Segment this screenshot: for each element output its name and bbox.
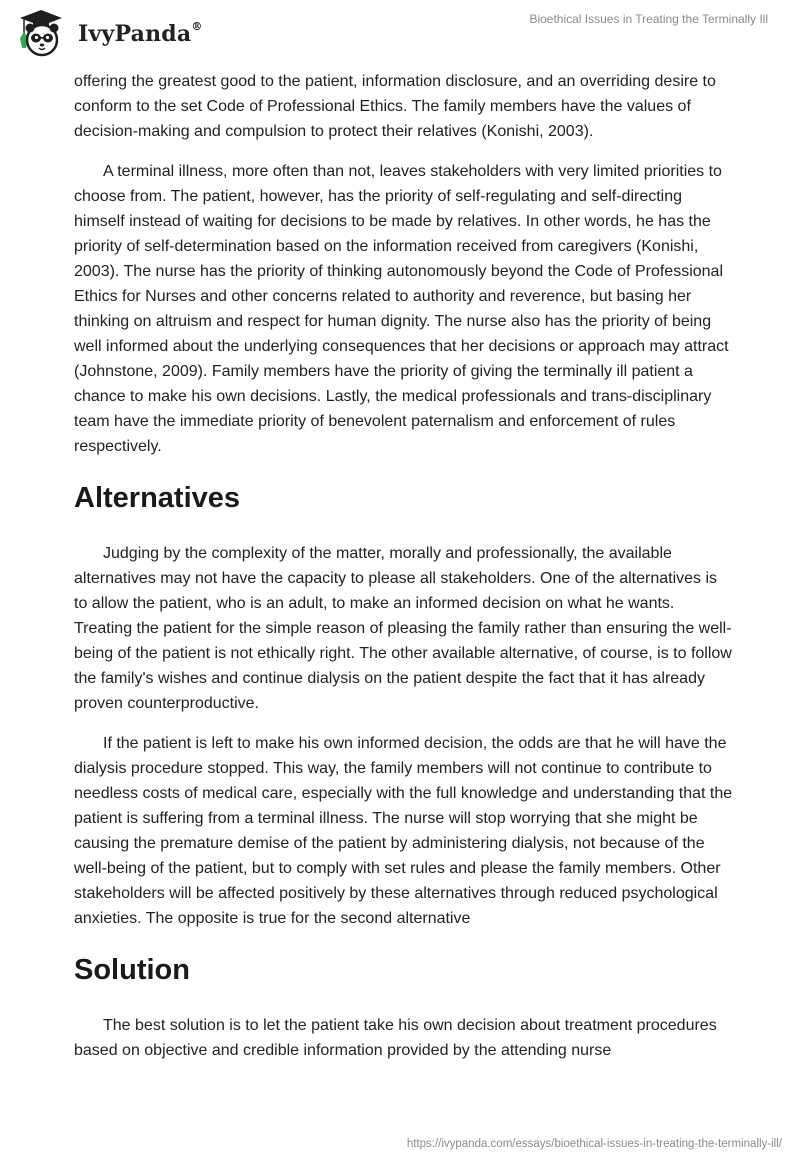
page-header	[0, 0, 800, 66]
paragraph: offering the greatest good to the patient, information disclosure, and an overriding desire to conform to the set Code of Professional Ethics. The family members have the values of decision-making and compulsion to protect their relatives (Konishi, 2003).	[74, 73, 716, 140]
paragraph: Judging by the complexity of the matter, morally and professionally, the available alternatives may not have the capacity to please all stakeholders. One of the alternatives is to allow the patient, who is an adult, to make an informed decision on what he wants. Treating the patient for the simple reason of pleasing the family rather than ensuring the well-being of the patient is not ethically right. The other available alternative, of course, is to follow the family's wishes and continue dialysis on the patient despite the fact that it has already proven counterproductive.	[74, 545, 732, 712]
registered-mark: ®	[191, 19, 203, 33]
brand-logo[interactable]	[14, 8, 203, 58]
brand-name: IvyPanda®	[78, 19, 203, 47]
panda-graduate-logo-icon	[14, 8, 72, 58]
paragraph: The best solution is to let the patient take his own decision about treatment procedures based on objective and credible information provided by the attending nurse	[74, 1017, 717, 1059]
document-title: Bioethical Issues in Treating the Terminally Ill	[529, 12, 768, 26]
paragraph: If the patient is left to make his own informed decision, the odds are that he will have the dialysis procedure stopped. This way, the family members will not continue to contribute to needless costs of medical care, especially with the full knowledge and understanding that the patient is suffering from a terminal illness. The nurse will stop worrying that she might be causing the premature demise of the patient by administering dialysis, not because of the well-being of the patient, but to comply with set rules and please the family members. Other stakeholders will be affected positively by these alternatives through reduced psychological anxieties. The opposite is true for the second alternative	[74, 735, 733, 927]
section-heading-solution: Solution	[74, 954, 190, 986]
source-url-link[interactable]: https://ivypanda.com/essays/bioethical-issues-in-treating-the-terminally-ill/	[406, 1138, 782, 1150]
essay-body	[74, 69, 734, 1063]
section-heading-alternatives: Alternatives	[74, 482, 241, 514]
paragraph: A terminal illness, more often than not, leaves stakeholders with very limited priorities to choose from. The patient, however, has the priority of self-regulating and self-directing himself instead of waiting for decisions to be made by relatives. In other words, he has the priority of self-determination based on the information received from caregivers (Konishi, 2003). The nurse has the priority of thinking autonomously beyond the Code of Professional Ethics for Nurses and other concerns related to authority and reverence, but basing her thinking on altruism and respect for human dignity. The nurse also has the priority of being well informed about the underlying consequences that her decisions or approach may attract (Johnstone, 2009). Family members have the priority of giving the terminally ill patient a chance to make his own decisions. Lastly, the medical professionals and trans-disciplinary team have the immediate priority of benevolent paternalism and enforcement of rules respectively.	[74, 163, 729, 455]
